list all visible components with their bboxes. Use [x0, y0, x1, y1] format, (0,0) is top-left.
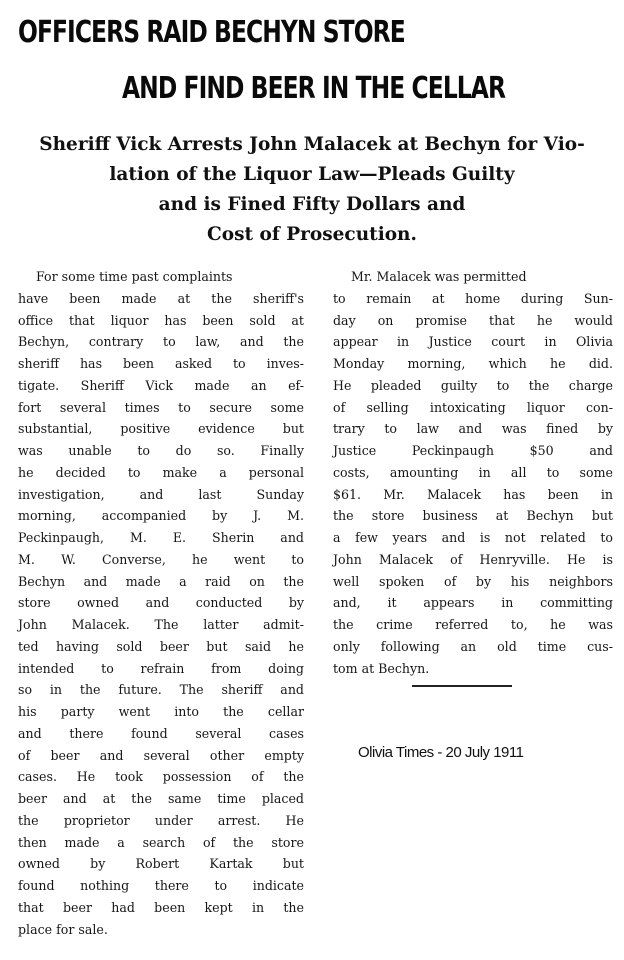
article-text-line: have been made at the sheriff's [18, 290, 304, 306]
article-text-line: ted having sold beer but said he [18, 638, 304, 654]
article-column-left [18, 266, 304, 940]
article-text-line: well spoken of by his neighbors [333, 573, 613, 589]
article-text-line: $61. Mr. Malacek has been in [333, 486, 613, 502]
article-text-line: he decided to make a personal [18, 464, 304, 480]
article-text-line: He pleaded guilty to the charge [333, 377, 613, 393]
headline-line-1: OFFICERS RAID BECHYN STORE [18, 15, 405, 50]
article-text-line: John Malacek of Henryville. He is [333, 551, 613, 567]
subheadline-line: Cost of Prosecution. [207, 224, 417, 245]
article-text-line: to remain at home during Sun- [333, 290, 613, 306]
article-text-line: the crime referred to, he was [333, 617, 613, 632]
article-text-line: Justice Peckinpaugh $50 and [333, 443, 613, 458]
article-text-line: trary to law and was fined by [333, 421, 613, 437]
article-text-line: fort several times to secure some [18, 399, 304, 415]
article-text-line: place for sale. [18, 921, 108, 937]
subheadline-line: Sheriff Vick Arrests John Malacek at Bechyn for Vio- [39, 134, 585, 155]
article-text-line: and, it appears in committing [333, 595, 613, 611]
article-text-line: John Malacek. The latter admit- [18, 617, 304, 632]
article-text-line: his party went into the cellar [18, 704, 304, 719]
article-text-line: owned by Robert Kartak but [18, 856, 304, 872]
headline-line-2: AND FIND BEER IN THE CELLAR [122, 71, 506, 106]
subheadline [12, 130, 612, 250]
article-text-line: appear in Justice court in Olivia [333, 334, 613, 350]
subheadline-line: and is Fined Fifty Dollars and [158, 194, 466, 215]
article-text-line: substantial, positive evidence but [18, 421, 304, 437]
article-text-line: a few years and is not related to [333, 530, 613, 545]
article-text-line: found nothing there to indicate [18, 878, 304, 893]
article-text-line: Peckinpaugh, M. E. Sherin and [18, 530, 304, 545]
article-text-line: then made a search of the store [18, 834, 304, 850]
article-text-line: cases. He took possession of the [18, 769, 304, 785]
source-caption: Olivia Times - 20 July 1911 [358, 744, 524, 761]
article-text-line: tom at Bechyn. [333, 660, 430, 676]
article-text-line: only following an old time cus- [333, 638, 613, 654]
article-text-line: the proprietor under arrest. He [18, 812, 304, 828]
article-text-line: Bechyn and made a raid on the [18, 573, 304, 589]
article-text-line: costs, amounting in all to some [333, 464, 613, 480]
article-text-line: was unable to do so. Finally [18, 443, 304, 458]
article-text-line: beer and at the same time placed [18, 791, 304, 806]
article-text-line: tigate. Sheriff Vick made an ef- [18, 377, 304, 393]
article-text-line: day on promise that he would [333, 312, 613, 328]
article-text-line: sheriff has been asked to inves- [18, 356, 304, 371]
article-text-line: of selling intoxicating liquor con- [333, 399, 613, 415]
article-text-line: Monday morning, which he did. [333, 356, 613, 371]
article-text-line: Bechyn, contrary to law, and the [18, 334, 304, 350]
article-text-line: the store business at Bechyn but [333, 508, 613, 524]
article-text-line: For some time past complaints [36, 269, 233, 284]
article-text-line: and there found several cases [18, 725, 304, 741]
subheadline-line: lation of the Liquor Law—Pleads Guilty [109, 164, 515, 185]
article-text-line: so in the future. The sheriff and [18, 682, 304, 698]
article-text-line: Mr. Malacek was permitted [351, 269, 527, 284]
article-text-line: store owned and conducted by [18, 595, 304, 611]
article-text-line: office that liquor has been sold at [18, 312, 304, 328]
article-text-line: intended to refrain from doing [18, 660, 304, 676]
article-text-line: that beer had been kept in the [18, 899, 304, 915]
article-text-line: investigation, and last Sunday [18, 486, 304, 502]
article-end-rule [412, 685, 512, 687]
article-text-line: of beer and several other empty [18, 747, 304, 763]
article-text-line: morning, accompanied by J. M. [18, 508, 304, 524]
article-text-line: M. W. Converse, he went to [18, 551, 304, 567]
article-column-right [333, 266, 613, 679]
